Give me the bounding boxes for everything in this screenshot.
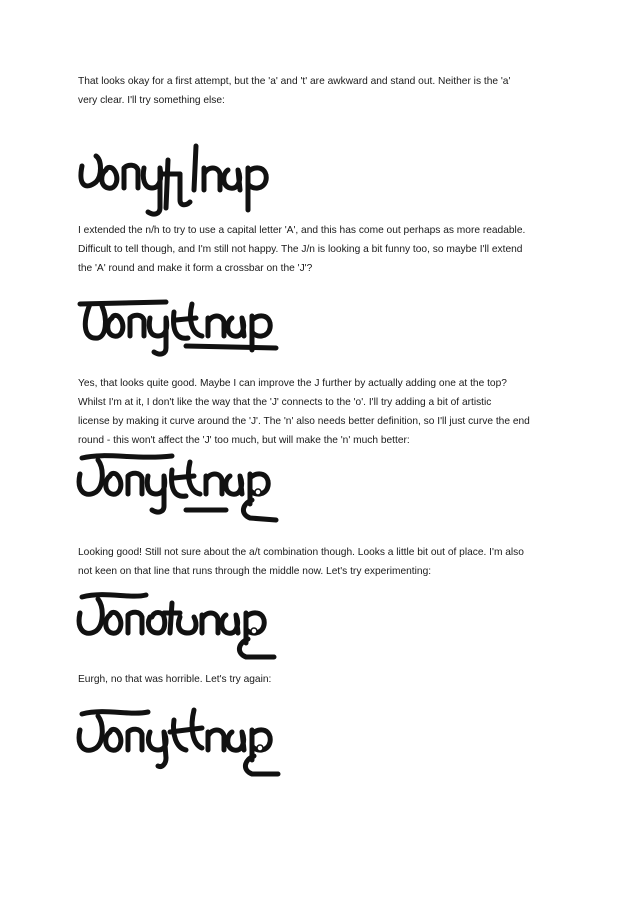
- paragraph-line: Eurgh, no that was horrible. Let's try again:: [78, 674, 272, 685]
- ambigram-attempt-5: [76, 700, 286, 780]
- paragraph-line: license by making it curve around the 'J'. The 'n' also needs better definition, so I'll just curve the end: [78, 416, 530, 427]
- paragraph-3: [78, 374, 568, 450]
- paragraph-line: round - this won't affect the 'J' too much, but will make the 'n' much better:: [78, 435, 410, 446]
- paragraph-line: I extended the n/h to try to use a capital letter 'A', and this has come out perhaps as more readable.: [78, 225, 526, 236]
- ambigram-image-2: [76, 290, 286, 360]
- ambigram-attempt-1: [76, 138, 286, 218]
- ambigram-image-5: [76, 700, 286, 780]
- paragraph-line: very clear. I'll try something else:: [78, 95, 225, 106]
- paragraph-line: Whilst I'm at it, I don't like the way that the 'J' connects to the 'o'. I'll try adding a bit of artistic: [78, 397, 492, 408]
- ambigram-attempt-3: [76, 448, 286, 530]
- ambigram-image-3: [76, 448, 286, 530]
- ambigram-image-1: [76, 138, 286, 218]
- paragraph-4: [78, 543, 568, 581]
- ambigram-attempt-4: [76, 583, 286, 663]
- ambigram-image-4: [76, 583, 286, 663]
- paragraph-line: Looking good! Still not sure about the a/t combination though. Looks a little bit out of place. I'm also: [78, 547, 524, 558]
- paragraph-line: Difficult to tell though, and I'm still not happy. The J/n is looking a bit funny too, so maybe I'll extend: [78, 244, 523, 255]
- ambigram-attempt-2: [76, 290, 286, 360]
- paragraph-line: not keen on that line that runs through the middle now. Let's try experimenting:: [78, 566, 432, 577]
- paragraph-line: That looks okay for a first attempt, but the 'a' and 't' are awkward and stand out. Neither is the 'a': [78, 76, 511, 87]
- paragraph-line: Yes, that looks quite good. Maybe I can improve the J further by actually adding one at the top?: [78, 378, 507, 389]
- paragraph-1: [78, 72, 568, 110]
- paragraph-5: [78, 670, 568, 689]
- paragraph-line: the 'A' round and make it form a crossbar on the 'J'?: [78, 263, 313, 274]
- paragraph-2: [78, 221, 568, 278]
